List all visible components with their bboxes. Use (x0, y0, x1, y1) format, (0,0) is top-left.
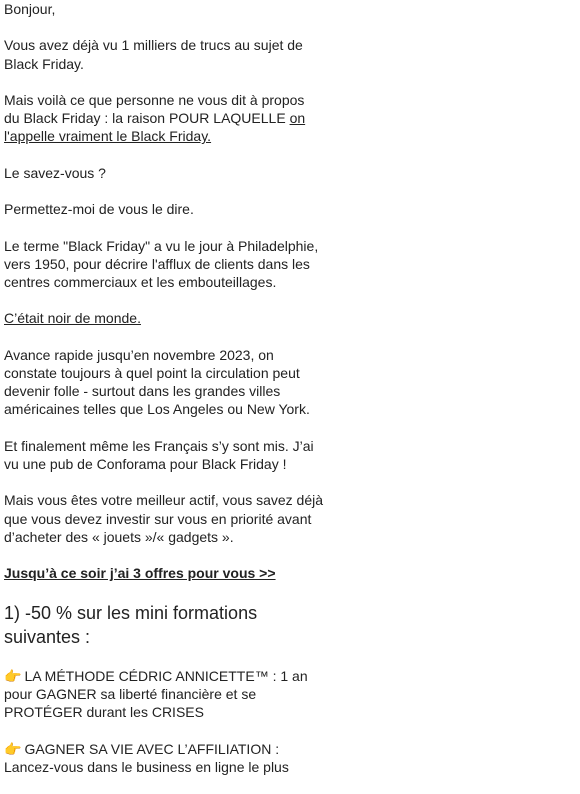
paragraph-text: du Black Friday : la raison POUR LAQUELLE (4, 110, 290, 127)
paragraph-invest (4, 491, 324, 546)
reason-link[interactable]: on (289, 110, 306, 127)
offer-title: LA MÉTHODE CÉDRIC ANNICETTE™ : 1 an (24, 667, 308, 684)
paragraph-line: américaines telles que Los Angeles ou New York. (4, 401, 310, 418)
offer-line (4, 740, 308, 758)
paragraph-teaser (4, 91, 308, 146)
paragraph-permission: Permettez-moi de vous le dire. (4, 201, 194, 218)
paragraph-line: Avance rapide jusqu’en novembre 2023, on (4, 346, 274, 363)
paragraph-line: Mais vous êtes votre meilleur actif, vous savez déjà (4, 492, 324, 509)
paragraph-question: Le savez-vous ? (4, 164, 106, 181)
paragraph-line: devenir folle - surtout dans les grandes villes (4, 383, 281, 400)
offer-heading (4, 601, 308, 649)
paragraph-france (4, 437, 314, 473)
paragraph-line: Mais voilà ce que personne ne vous dit à propos (4, 91, 305, 108)
paragraph-line: Vous avez déjà vu 1 milliers de trucs au sujet de (4, 37, 303, 54)
paragraph-line: Et finalement même les Français s’y sont mis. J’ai (4, 437, 314, 454)
paragraph-line: Black Friday. (4, 55, 84, 72)
greeting: Bonjour, (4, 1, 56, 17)
paragraph-line: vers 1950, pour décrire l'afflux de clients dans les (4, 255, 310, 272)
paragraph-line: constate toujours à quel point la circulation peut (4, 364, 300, 381)
reason-link-continued[interactable]: l'appelle vraiment le Black Friday. (4, 128, 212, 145)
offer-item-affiliation (4, 740, 308, 776)
paragraph-today (4, 346, 308, 419)
email-body (4, 0, 324, 794)
heading-line: suivantes : (4, 626, 91, 647)
offer-line: Lancez-vous dans le business en ligne le plus (4, 758, 289, 775)
offer-line: pour GAGNER sa liberté financière et se (4, 685, 257, 702)
pointing-hand-icon: 👉 (4, 667, 22, 684)
offers-cta-link[interactable]: Jusqu’à ce soir j’ai 3 offres pour vous >> (4, 565, 276, 582)
paragraph-crowd: C’était noir de monde. (4, 310, 141, 327)
paragraph-line (4, 109, 308, 127)
offer-line: PROTÉGER durant les CRISES (4, 704, 204, 721)
paragraph-intro (4, 36, 308, 72)
offer-line (4, 667, 308, 685)
paragraph-line: d’acheter des « jouets »/« gadgets ». (4, 528, 234, 545)
pointing-hand-icon: 👉 (4, 740, 22, 757)
paragraph-line: centres commerciaux et les embouteillages. (4, 273, 277, 290)
paragraph-line: que vous devez investir sur vous en priorité avant (4, 510, 312, 527)
paragraph-line: Le terme "Black Friday" a vu le jour à Philadelphie, (4, 237, 319, 254)
offer-item-methode (4, 667, 308, 722)
offer-title: GAGNER SA VIE AVEC L’AFFILIATION : (24, 740, 280, 757)
paragraph-history (4, 237, 319, 292)
paragraph-line (4, 127, 308, 145)
paragraph-line: vu une pub de Conforama pour Black Friday ! (4, 455, 287, 472)
heading-line: 1) -50 % sur les mini formations (4, 602, 258, 623)
